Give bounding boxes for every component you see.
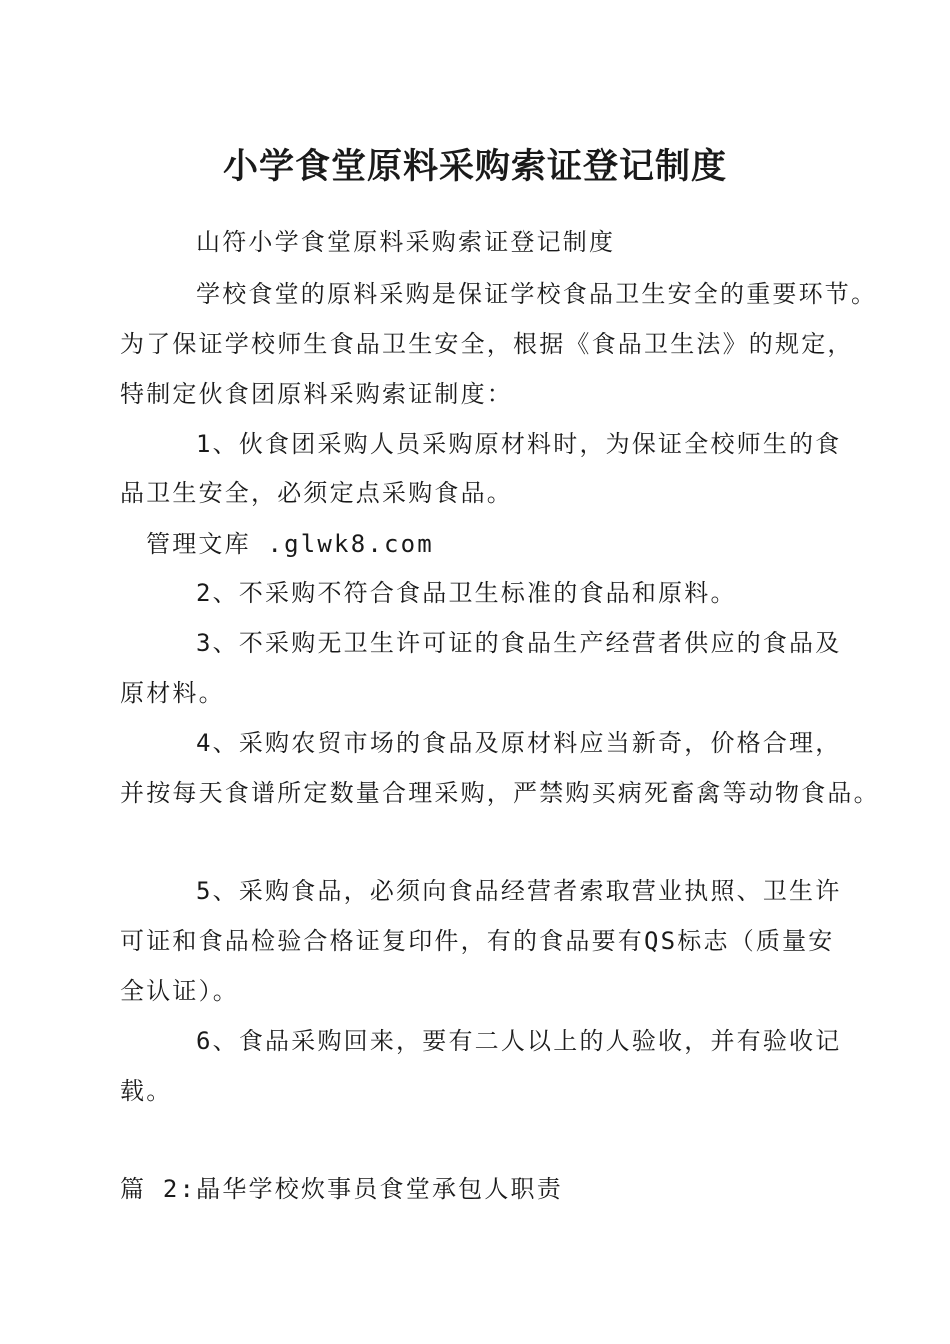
rule-5-line: 可证和食品检验合格证复印件，有的食品要有QS标志（质量安 [120, 927, 835, 955]
rule-3-line: 3、不采购无卫生许可证的食品生产经营者供应的食品及 [196, 629, 842, 657]
rule-3-line: 原材料。 [120, 679, 225, 707]
rule-1-line: 1、伙食团采购人员采购原材料时，为保证全校师生的食 [196, 430, 842, 458]
section-heading: 篇 2:晶华学校炊事员食堂承包人职责 [120, 1175, 563, 1203]
rule-2-line: 2、不采购不符合食品卫生标准的食品和原料。 [196, 579, 737, 607]
rule-6-line: 6、食品采购回来，要有二人以上的人验收，并有验收记 [196, 1027, 842, 1055]
paragraph-line: 学校食堂的原料采购是保证学校食品卫生安全的重要环节。 [196, 280, 878, 308]
subtitle-line: 山符小学食堂原料采购索证登记制度 [196, 228, 616, 256]
document-title: 小学食堂原料采购索证登记制度 [222, 147, 727, 187]
paragraph-line: 为了保证学校师生食品卫生安全，根据《食品卫生法》的规定， [120, 330, 854, 358]
rule-6-line: 载。 [120, 1077, 173, 1105]
rule-1-line: 品卫生安全，必须定点采购食品。 [120, 479, 513, 507]
rule-5-line: 全认证）。 [120, 977, 239, 1005]
paragraph-line: 特制定伙食团原料采购索证制度： [120, 380, 513, 408]
rule-5-line: 5、采购食品，必须向食品经营者索取营业执照、卫生许 [196, 877, 842, 905]
rule-4-line: 并按每天食谱所定数量合理采购，严禁购买病死畜禽等动物食品。 [120, 779, 880, 807]
website-watermark-text: 管理文库 .glwk8.com [146, 530, 434, 558]
rule-4-line: 4、采购农贸市场的食品及原材料应当新奇，价格合理， [196, 729, 842, 757]
